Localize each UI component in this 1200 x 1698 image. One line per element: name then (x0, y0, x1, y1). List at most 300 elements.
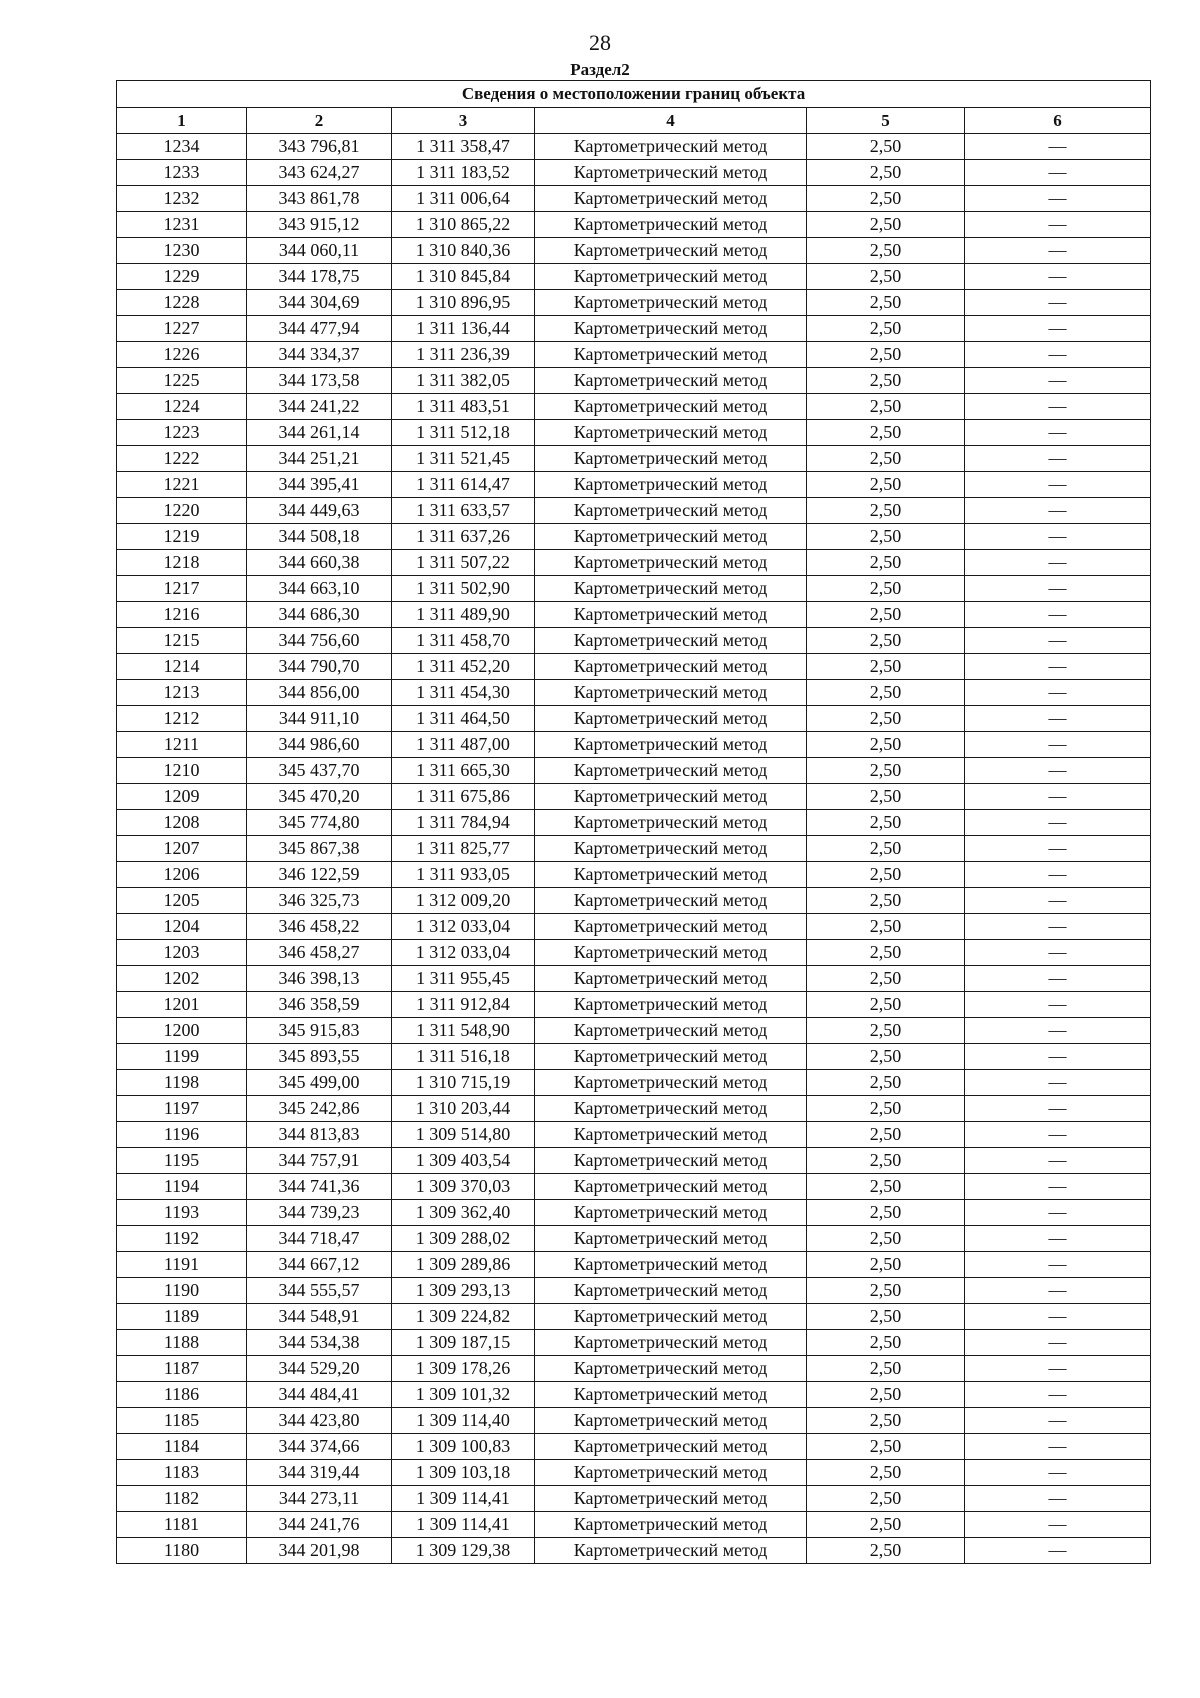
method-cell: Картометрический метод (535, 1356, 807, 1382)
description-cell: — (965, 810, 1151, 836)
method-cell: Картометрический метод (535, 316, 807, 342)
description-cell: — (965, 1018, 1151, 1044)
point-number-cell: 1186 (117, 1382, 247, 1408)
method-cell: Картометрический метод (535, 472, 807, 498)
accuracy-cell: 2,50 (807, 238, 965, 264)
point-number-cell: 1219 (117, 524, 247, 550)
description-cell: — (965, 1200, 1151, 1226)
method-cell: Картометрический метод (535, 1304, 807, 1330)
table-row (117, 1096, 1151, 1122)
x-coordinate-cell: 343 796,81 (247, 134, 392, 160)
point-number-cell: 1181 (117, 1512, 247, 1538)
table-caption: Сведения о местоположении границ объекта (117, 81, 1151, 108)
boundary-coordinates-table (116, 80, 1151, 1564)
table-header-row (117, 108, 1151, 134)
accuracy-cell: 2,50 (807, 1018, 965, 1044)
accuracy-cell: 2,50 (807, 1226, 965, 1252)
description-cell: — (965, 394, 1151, 420)
method-cell: Картометрический метод (535, 1382, 807, 1408)
point-number-cell: 1185 (117, 1408, 247, 1434)
description-cell: — (965, 498, 1151, 524)
description-cell: — (965, 1538, 1151, 1564)
point-number-cell: 1233 (117, 160, 247, 186)
x-coordinate-cell: 344 534,38 (247, 1330, 392, 1356)
table-row (117, 1070, 1151, 1096)
method-cell: Картометрический метод (535, 550, 807, 576)
method-cell: Картометрический метод (535, 1330, 807, 1356)
method-cell: Картометрический метод (535, 680, 807, 706)
x-coordinate-cell: 344 529,20 (247, 1356, 392, 1382)
x-coordinate-cell: 345 893,55 (247, 1044, 392, 1070)
table-body (117, 134, 1151, 1564)
description-cell: — (965, 1226, 1151, 1252)
description-cell: — (965, 966, 1151, 992)
x-coordinate-cell: 345 867,38 (247, 836, 392, 862)
method-cell: Картометрический метод (535, 1226, 807, 1252)
y-coordinate-cell: 1 310 865,22 (392, 212, 535, 238)
table-row (117, 238, 1151, 264)
y-coordinate-cell: 1 309 288,02 (392, 1226, 535, 1252)
x-coordinate-cell: 344 790,70 (247, 654, 392, 680)
y-coordinate-cell: 1 311 483,51 (392, 394, 535, 420)
point-number-cell: 1206 (117, 862, 247, 888)
accuracy-cell: 2,50 (807, 602, 965, 628)
y-coordinate-cell: 1 311 665,30 (392, 758, 535, 784)
description-cell: — (965, 1512, 1151, 1538)
table-row (117, 1512, 1151, 1538)
accuracy-cell: 2,50 (807, 394, 965, 420)
description-cell: — (965, 1434, 1151, 1460)
point-number-cell: 1213 (117, 680, 247, 706)
point-number-cell: 1182 (117, 1486, 247, 1512)
method-cell: Картометрический метод (535, 914, 807, 940)
method-cell: Картометрический метод (535, 732, 807, 758)
y-coordinate-cell: 1 309 293,13 (392, 1278, 535, 1304)
x-coordinate-cell: 344 667,12 (247, 1252, 392, 1278)
table-row (117, 576, 1151, 602)
y-coordinate-cell: 1 311 454,30 (392, 680, 535, 706)
x-coordinate-cell: 344 201,98 (247, 1538, 392, 1564)
table-row (117, 914, 1151, 940)
accuracy-cell: 2,50 (807, 264, 965, 290)
table-row (117, 680, 1151, 706)
point-number-cell: 1216 (117, 602, 247, 628)
x-coordinate-cell: 344 686,30 (247, 602, 392, 628)
accuracy-cell: 2,50 (807, 1174, 965, 1200)
point-number-cell: 1220 (117, 498, 247, 524)
accuracy-cell: 2,50 (807, 1304, 965, 1330)
table-row (117, 966, 1151, 992)
x-coordinate-cell: 344 060,11 (247, 238, 392, 264)
description-cell: — (965, 1486, 1151, 1512)
point-number-cell: 1227 (117, 316, 247, 342)
description-cell: — (965, 420, 1151, 446)
accuracy-cell: 2,50 (807, 524, 965, 550)
x-coordinate-cell: 344 374,66 (247, 1434, 392, 1460)
point-number-cell: 1193 (117, 1200, 247, 1226)
y-coordinate-cell: 1 311 458,70 (392, 628, 535, 654)
method-cell: Картометрический метод (535, 992, 807, 1018)
y-coordinate-cell: 1 309 114,40 (392, 1408, 535, 1434)
description-cell: — (965, 446, 1151, 472)
accuracy-cell: 2,50 (807, 732, 965, 758)
x-coordinate-cell: 344 663,10 (247, 576, 392, 602)
table-row (117, 1174, 1151, 1200)
description-cell: — (965, 186, 1151, 212)
method-cell: Картометрический метод (535, 602, 807, 628)
accuracy-cell: 2,50 (807, 784, 965, 810)
method-cell: Картометрический метод (535, 1434, 807, 1460)
method-cell: Картометрический метод (535, 134, 807, 160)
table-row (117, 654, 1151, 680)
point-number-cell: 1187 (117, 1356, 247, 1382)
point-number-cell: 1218 (117, 550, 247, 576)
point-number-cell: 1234 (117, 134, 247, 160)
method-cell: Картометрический метод (535, 1538, 807, 1564)
method-cell: Картометрический метод (535, 446, 807, 472)
y-coordinate-cell: 1 311 516,18 (392, 1044, 535, 1070)
x-coordinate-cell: 343 624,27 (247, 160, 392, 186)
method-cell: Картометрический метод (535, 940, 807, 966)
x-coordinate-cell: 344 395,41 (247, 472, 392, 498)
accuracy-cell: 2,50 (807, 1408, 965, 1434)
x-coordinate-cell: 344 178,75 (247, 264, 392, 290)
table-row (117, 784, 1151, 810)
y-coordinate-cell: 1 311 637,26 (392, 524, 535, 550)
table-row (117, 862, 1151, 888)
x-coordinate-cell: 344 449,63 (247, 498, 392, 524)
method-cell: Картометрический метод (535, 342, 807, 368)
table-row (117, 1252, 1151, 1278)
table-row (117, 1200, 1151, 1226)
table-row (117, 342, 1151, 368)
description-cell: — (965, 1382, 1151, 1408)
y-coordinate-cell: 1 309 514,80 (392, 1122, 535, 1148)
accuracy-cell: 2,50 (807, 1096, 965, 1122)
accuracy-cell: 2,50 (807, 654, 965, 680)
accuracy-cell: 2,50 (807, 1200, 965, 1226)
description-cell: — (965, 1278, 1151, 1304)
description-cell: — (965, 940, 1151, 966)
column-header: 5 (807, 108, 965, 134)
table-row (117, 1486, 1151, 1512)
x-coordinate-cell: 346 398,13 (247, 966, 392, 992)
method-cell: Картометрический метод (535, 654, 807, 680)
method-cell: Картометрический метод (535, 1512, 807, 1538)
table-row (117, 732, 1151, 758)
method-cell: Картометрический метод (535, 1408, 807, 1434)
table-row (117, 1278, 1151, 1304)
method-cell: Картометрический метод (535, 1122, 807, 1148)
method-cell: Картометрический метод (535, 862, 807, 888)
accuracy-cell: 2,50 (807, 810, 965, 836)
y-coordinate-cell: 1 311 236,39 (392, 342, 535, 368)
accuracy-cell: 2,50 (807, 550, 965, 576)
table-row (117, 160, 1151, 186)
table-row (117, 940, 1151, 966)
point-number-cell: 1183 (117, 1460, 247, 1486)
y-coordinate-cell: 1 309 101,32 (392, 1382, 535, 1408)
table-row (117, 420, 1151, 446)
accuracy-cell: 2,50 (807, 186, 965, 212)
point-number-cell: 1229 (117, 264, 247, 290)
table-caption-row (117, 81, 1151, 108)
accuracy-cell: 2,50 (807, 316, 965, 342)
section-title: Раздел2 (570, 60, 630, 79)
table-row (117, 1122, 1151, 1148)
accuracy-cell: 2,50 (807, 1512, 965, 1538)
x-coordinate-cell: 345 915,83 (247, 1018, 392, 1044)
method-cell: Картометрический метод (535, 1044, 807, 1070)
accuracy-cell: 2,50 (807, 1382, 965, 1408)
table-row (117, 394, 1151, 420)
description-cell: — (965, 316, 1151, 342)
x-coordinate-cell: 344 856,00 (247, 680, 392, 706)
x-coordinate-cell: 344 739,23 (247, 1200, 392, 1226)
y-coordinate-cell: 1 311 136,44 (392, 316, 535, 342)
table-row (117, 134, 1151, 160)
accuracy-cell: 2,50 (807, 134, 965, 160)
table-row (117, 836, 1151, 862)
table-row (117, 1330, 1151, 1356)
x-coordinate-cell: 344 319,44 (247, 1460, 392, 1486)
method-cell: Картометрический метод (535, 1252, 807, 1278)
method-cell: Картометрический метод (535, 1096, 807, 1122)
y-coordinate-cell: 1 311 487,00 (392, 732, 535, 758)
x-coordinate-cell: 346 122,59 (247, 862, 392, 888)
description-cell: — (965, 524, 1151, 550)
accuracy-cell: 2,50 (807, 758, 965, 784)
table-row (117, 1408, 1151, 1434)
description-cell: — (965, 680, 1151, 706)
description-cell: — (965, 654, 1151, 680)
y-coordinate-cell: 1 311 633,57 (392, 498, 535, 524)
y-coordinate-cell: 1 311 614,47 (392, 472, 535, 498)
description-cell: — (965, 836, 1151, 862)
description-cell: — (965, 1070, 1151, 1096)
description-cell: — (965, 628, 1151, 654)
x-coordinate-cell: 344 484,41 (247, 1382, 392, 1408)
description-cell: — (965, 1252, 1151, 1278)
y-coordinate-cell: 1 312 009,20 (392, 888, 535, 914)
x-coordinate-cell: 344 241,76 (247, 1512, 392, 1538)
accuracy-cell: 2,50 (807, 1486, 965, 1512)
accuracy-cell: 2,50 (807, 680, 965, 706)
method-cell: Картометрический метод (535, 628, 807, 654)
method-cell: Картометрический метод (535, 394, 807, 420)
method-cell: Картометрический метод (535, 524, 807, 550)
accuracy-cell: 2,50 (807, 498, 965, 524)
y-coordinate-cell: 1 309 129,38 (392, 1538, 535, 1564)
description-cell: — (965, 1044, 1151, 1070)
x-coordinate-cell: 344 477,94 (247, 316, 392, 342)
column-header: 4 (535, 108, 807, 134)
y-coordinate-cell: 1 309 224,82 (392, 1304, 535, 1330)
point-number-cell: 1199 (117, 1044, 247, 1070)
description-cell: — (965, 758, 1151, 784)
table-row (117, 1304, 1151, 1330)
y-coordinate-cell: 1 311 006,64 (392, 186, 535, 212)
accuracy-cell: 2,50 (807, 576, 965, 602)
point-number-cell: 1191 (117, 1252, 247, 1278)
accuracy-cell: 2,50 (807, 446, 965, 472)
point-number-cell: 1226 (117, 342, 247, 368)
description-cell: — (965, 1174, 1151, 1200)
y-coordinate-cell: 1 310 896,95 (392, 290, 535, 316)
description-cell: — (965, 290, 1151, 316)
method-cell: Картометрический метод (535, 1018, 807, 1044)
y-coordinate-cell: 1 311 452,20 (392, 654, 535, 680)
y-coordinate-cell: 1 309 114,41 (392, 1486, 535, 1512)
method-cell: Картометрический метод (535, 888, 807, 914)
method-cell: Картометрический метод (535, 212, 807, 238)
table-row (117, 1538, 1151, 1564)
point-number-cell: 1190 (117, 1278, 247, 1304)
table-row (117, 368, 1151, 394)
x-coordinate-cell: 343 915,12 (247, 212, 392, 238)
description-cell: — (965, 888, 1151, 914)
point-number-cell: 1205 (117, 888, 247, 914)
point-number-cell: 1224 (117, 394, 247, 420)
accuracy-cell: 2,50 (807, 290, 965, 316)
y-coordinate-cell: 1 311 507,22 (392, 550, 535, 576)
description-cell: — (965, 472, 1151, 498)
point-number-cell: 1184 (117, 1434, 247, 1460)
description-cell: — (965, 1148, 1151, 1174)
y-coordinate-cell: 1 311 382,05 (392, 368, 535, 394)
description-cell: — (965, 706, 1151, 732)
column-header: 3 (392, 108, 535, 134)
method-cell: Картометрический метод (535, 238, 807, 264)
point-number-cell: 1197 (117, 1096, 247, 1122)
y-coordinate-cell: 1 311 489,90 (392, 602, 535, 628)
point-number-cell: 1231 (117, 212, 247, 238)
description-cell: — (965, 550, 1151, 576)
accuracy-cell: 2,50 (807, 1538, 965, 1564)
accuracy-cell: 2,50 (807, 1356, 965, 1382)
table-row (117, 316, 1151, 342)
x-coordinate-cell: 344 660,38 (247, 550, 392, 576)
y-coordinate-cell: 1 310 203,44 (392, 1096, 535, 1122)
description-cell: — (965, 1408, 1151, 1434)
y-coordinate-cell: 1 311 825,77 (392, 836, 535, 862)
x-coordinate-cell: 344 173,58 (247, 368, 392, 394)
y-coordinate-cell: 1 309 289,86 (392, 1252, 535, 1278)
x-coordinate-cell: 346 458,22 (247, 914, 392, 940)
x-coordinate-cell: 344 813,83 (247, 1122, 392, 1148)
point-number-cell: 1180 (117, 1538, 247, 1564)
column-header: 6 (965, 108, 1151, 134)
description-cell: — (965, 862, 1151, 888)
x-coordinate-cell: 344 756,60 (247, 628, 392, 654)
accuracy-cell: 2,50 (807, 940, 965, 966)
method-cell: Картометрический метод (535, 264, 807, 290)
table-row (117, 1148, 1151, 1174)
y-coordinate-cell: 1 311 675,86 (392, 784, 535, 810)
x-coordinate-cell: 343 861,78 (247, 186, 392, 212)
point-number-cell: 1211 (117, 732, 247, 758)
description-cell: — (965, 134, 1151, 160)
y-coordinate-cell: 1 310 840,36 (392, 238, 535, 264)
y-coordinate-cell: 1 311 955,45 (392, 966, 535, 992)
x-coordinate-cell: 346 458,27 (247, 940, 392, 966)
accuracy-cell: 2,50 (807, 628, 965, 654)
point-number-cell: 1223 (117, 420, 247, 446)
accuracy-cell: 2,50 (807, 966, 965, 992)
table-row (117, 472, 1151, 498)
point-number-cell: 1232 (117, 186, 247, 212)
x-coordinate-cell: 344 555,57 (247, 1278, 392, 1304)
point-number-cell: 1207 (117, 836, 247, 862)
point-number-cell: 1203 (117, 940, 247, 966)
y-coordinate-cell: 1 311 912,84 (392, 992, 535, 1018)
point-number-cell: 1221 (117, 472, 247, 498)
column-header: 2 (247, 108, 392, 134)
description-cell: — (965, 212, 1151, 238)
x-coordinate-cell: 345 242,86 (247, 1096, 392, 1122)
accuracy-cell: 2,50 (807, 1122, 965, 1148)
description-cell: — (965, 368, 1151, 394)
method-cell: Картометрический метод (535, 784, 807, 810)
y-coordinate-cell: 1 309 178,26 (392, 1356, 535, 1382)
description-cell: — (965, 992, 1151, 1018)
table-row (117, 888, 1151, 914)
description-cell: — (965, 1096, 1151, 1122)
accuracy-cell: 2,50 (807, 992, 965, 1018)
table-row (117, 498, 1151, 524)
description-cell: — (965, 160, 1151, 186)
y-coordinate-cell: 1 309 370,03 (392, 1174, 535, 1200)
method-cell: Картометрический метод (535, 1486, 807, 1512)
point-number-cell: 1204 (117, 914, 247, 940)
table-row (117, 446, 1151, 472)
point-number-cell: 1214 (117, 654, 247, 680)
point-number-cell: 1212 (117, 706, 247, 732)
method-cell: Картометрический метод (535, 186, 807, 212)
point-number-cell: 1188 (117, 1330, 247, 1356)
table-row (117, 628, 1151, 654)
column-header: 1 (117, 108, 247, 134)
accuracy-cell: 2,50 (807, 862, 965, 888)
description-cell: — (965, 1330, 1151, 1356)
table-row (117, 810, 1151, 836)
description-cell: — (965, 1356, 1151, 1382)
description-cell: — (965, 576, 1151, 602)
description-cell: — (965, 602, 1151, 628)
accuracy-cell: 2,50 (807, 368, 965, 394)
x-coordinate-cell: 344 508,18 (247, 524, 392, 550)
description-cell: — (965, 1304, 1151, 1330)
x-coordinate-cell: 344 911,10 (247, 706, 392, 732)
description-cell: — (965, 732, 1151, 758)
y-coordinate-cell: 1 309 100,83 (392, 1434, 535, 1460)
table-row (117, 1226, 1151, 1252)
x-coordinate-cell: 344 548,91 (247, 1304, 392, 1330)
method-cell: Картометрический метод (535, 368, 807, 394)
accuracy-cell: 2,50 (807, 706, 965, 732)
description-cell: — (965, 1122, 1151, 1148)
point-number-cell: 1196 (117, 1122, 247, 1148)
method-cell: Картометрический метод (535, 290, 807, 316)
method-cell: Картометрический метод (535, 1174, 807, 1200)
x-coordinate-cell: 345 499,00 (247, 1070, 392, 1096)
point-number-cell: 1200 (117, 1018, 247, 1044)
accuracy-cell: 2,50 (807, 1252, 965, 1278)
x-coordinate-cell: 344 423,80 (247, 1408, 392, 1434)
description-cell: — (965, 784, 1151, 810)
y-coordinate-cell: 1 309 187,15 (392, 1330, 535, 1356)
method-cell: Картометрический метод (535, 1278, 807, 1304)
